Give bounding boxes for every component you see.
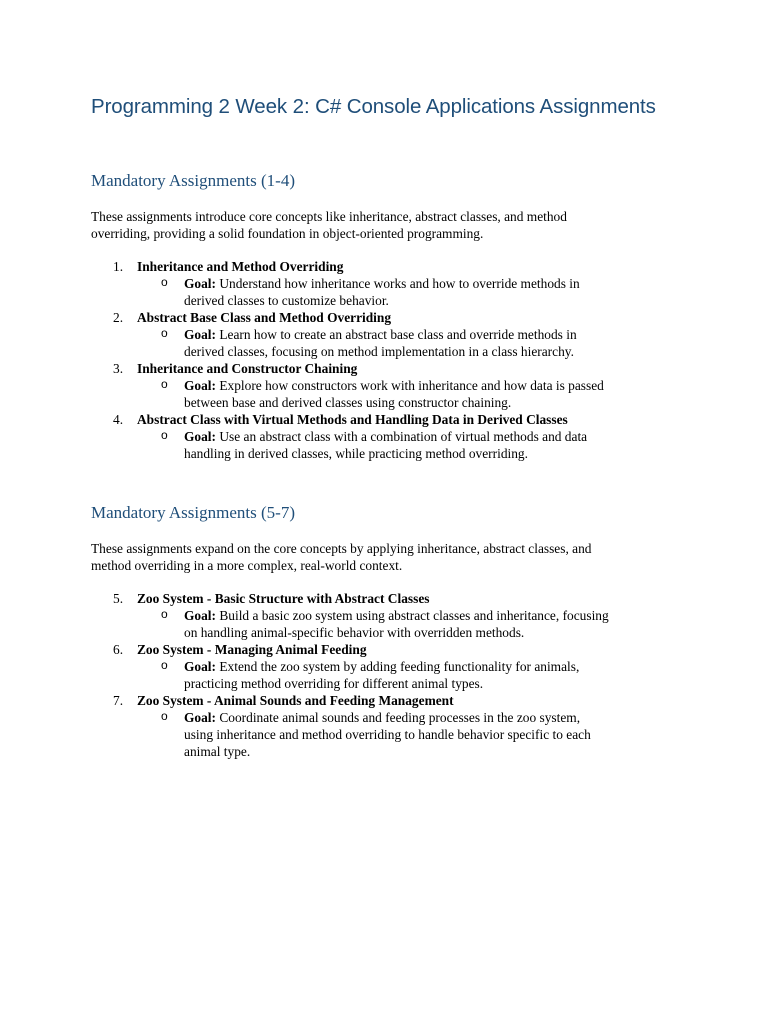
- circle-bullet-icon: o: [161, 709, 168, 723]
- circle-bullet-icon: o: [161, 658, 168, 672]
- goal-text: Build a basic zoo system using abstract classes and inheritance, focusing: [216, 608, 609, 623]
- circle-bullet-icon: o: [161, 377, 168, 391]
- item-number: 3.: [113, 361, 124, 376]
- goal-text: handling in derived classes, while practicing method overriding.: [184, 446, 528, 461]
- item-number: 6.: [113, 642, 124, 657]
- item-number: 5.: [113, 591, 124, 606]
- assignment-list-5-7: [91, 590, 691, 760]
- item-goal: [161, 607, 664, 641]
- assignment-item-7: [91, 692, 691, 760]
- item-number: 2.: [113, 310, 124, 325]
- item-goal: [161, 275, 664, 309]
- item-title: Zoo System - Animal Sounds and Feeding Management: [137, 693, 454, 708]
- goal-text: Coordinate animal sounds and feeding processes in the zoo system,: [216, 710, 581, 725]
- goal-label: Goal:: [184, 327, 216, 342]
- item-title: Zoo System - Managing Animal Feeding: [137, 642, 367, 657]
- goal-label: Goal:: [184, 659, 216, 674]
- assignment-item-5: [91, 590, 691, 641]
- item-goal: [161, 377, 664, 411]
- goal-text: animal type.: [184, 744, 251, 759]
- section-intro-1-4: [91, 208, 681, 242]
- item-number: 4.: [113, 412, 124, 427]
- goal-label: Goal:: [184, 276, 216, 291]
- circle-bullet-icon: o: [161, 428, 168, 442]
- goal-text: Extend the zoo system by adding feeding functionality for animals,: [216, 659, 580, 674]
- goal-text: using inheritance and method overriding to handle behavior specific to each: [184, 727, 591, 742]
- goal-text: practicing method overriding for different animal types.: [184, 676, 484, 691]
- item-title: Zoo System - Basic Structure with Abstract Classes: [137, 591, 430, 606]
- section-heading-5-7: Mandatory Assignments (5-7): [91, 503, 295, 522]
- intro-line: method overriding in a more complex, real-world context.: [91, 558, 403, 573]
- item-goal: [161, 709, 664, 760]
- circle-bullet-icon: o: [161, 326, 168, 340]
- item-title: Inheritance and Constructor Chaining: [137, 361, 358, 376]
- goal-text: derived classes to customize behavior.: [184, 293, 389, 308]
- item-number: 1.: [113, 259, 124, 274]
- goal-text: derived classes, focusing on method implementation in a class hierarchy.: [184, 344, 574, 359]
- assignment-item-1: [91, 258, 691, 309]
- section-intro-5-7: [91, 540, 681, 574]
- item-title: Inheritance and Method Overriding: [137, 259, 344, 274]
- intro-line: These assignments expand on the core concepts by applying inheritance, abstract classes, and: [91, 541, 592, 556]
- circle-bullet-icon: o: [161, 275, 168, 289]
- section-heading-1-4: Mandatory Assignments (1-4): [91, 171, 295, 190]
- goal-text: on handling animal-specific behavior with overridden methods.: [184, 625, 525, 640]
- page-title: Programming 2 Week 2: C# Console Applications Assignments: [91, 95, 656, 118]
- goal-text: Use an abstract class with a combination of virtual methods and data: [216, 429, 588, 444]
- item-goal: [161, 658, 664, 692]
- intro-line: overriding, providing a solid foundation in object-oriented programming.: [91, 226, 484, 241]
- goal-text: Learn how to create an abstract base class and override methods in: [216, 327, 577, 342]
- item-goal: [161, 326, 664, 360]
- goal-text: between base and derived classes using constructor chaining.: [184, 395, 512, 410]
- goal-label: Goal:: [184, 429, 216, 444]
- item-title: Abstract Base Class and Method Overriding: [137, 310, 392, 325]
- item-goal: [161, 428, 664, 462]
- item-title: Abstract Class with Virtual Methods and Handling Data in Derived Classes: [137, 412, 568, 427]
- goal-label: Goal:: [184, 608, 216, 623]
- goal-label: Goal:: [184, 710, 216, 725]
- assignment-item-2: [91, 309, 691, 360]
- circle-bullet-icon: o: [161, 607, 168, 621]
- goal-text: Understand how inheritance works and how to override methods in: [216, 276, 580, 291]
- assignment-item-3: [91, 360, 691, 411]
- assignment-list-1-4: [91, 258, 691, 462]
- assignment-item-4: [91, 411, 691, 462]
- item-number: 7.: [113, 693, 124, 708]
- goal-text: Explore how constructors work with inheritance and how data is passed: [216, 378, 604, 393]
- goal-label: Goal:: [184, 378, 216, 393]
- assignment-item-6: [91, 641, 691, 692]
- intro-line: These assignments introduce core concepts like inheritance, abstract classes, and method: [91, 209, 567, 224]
